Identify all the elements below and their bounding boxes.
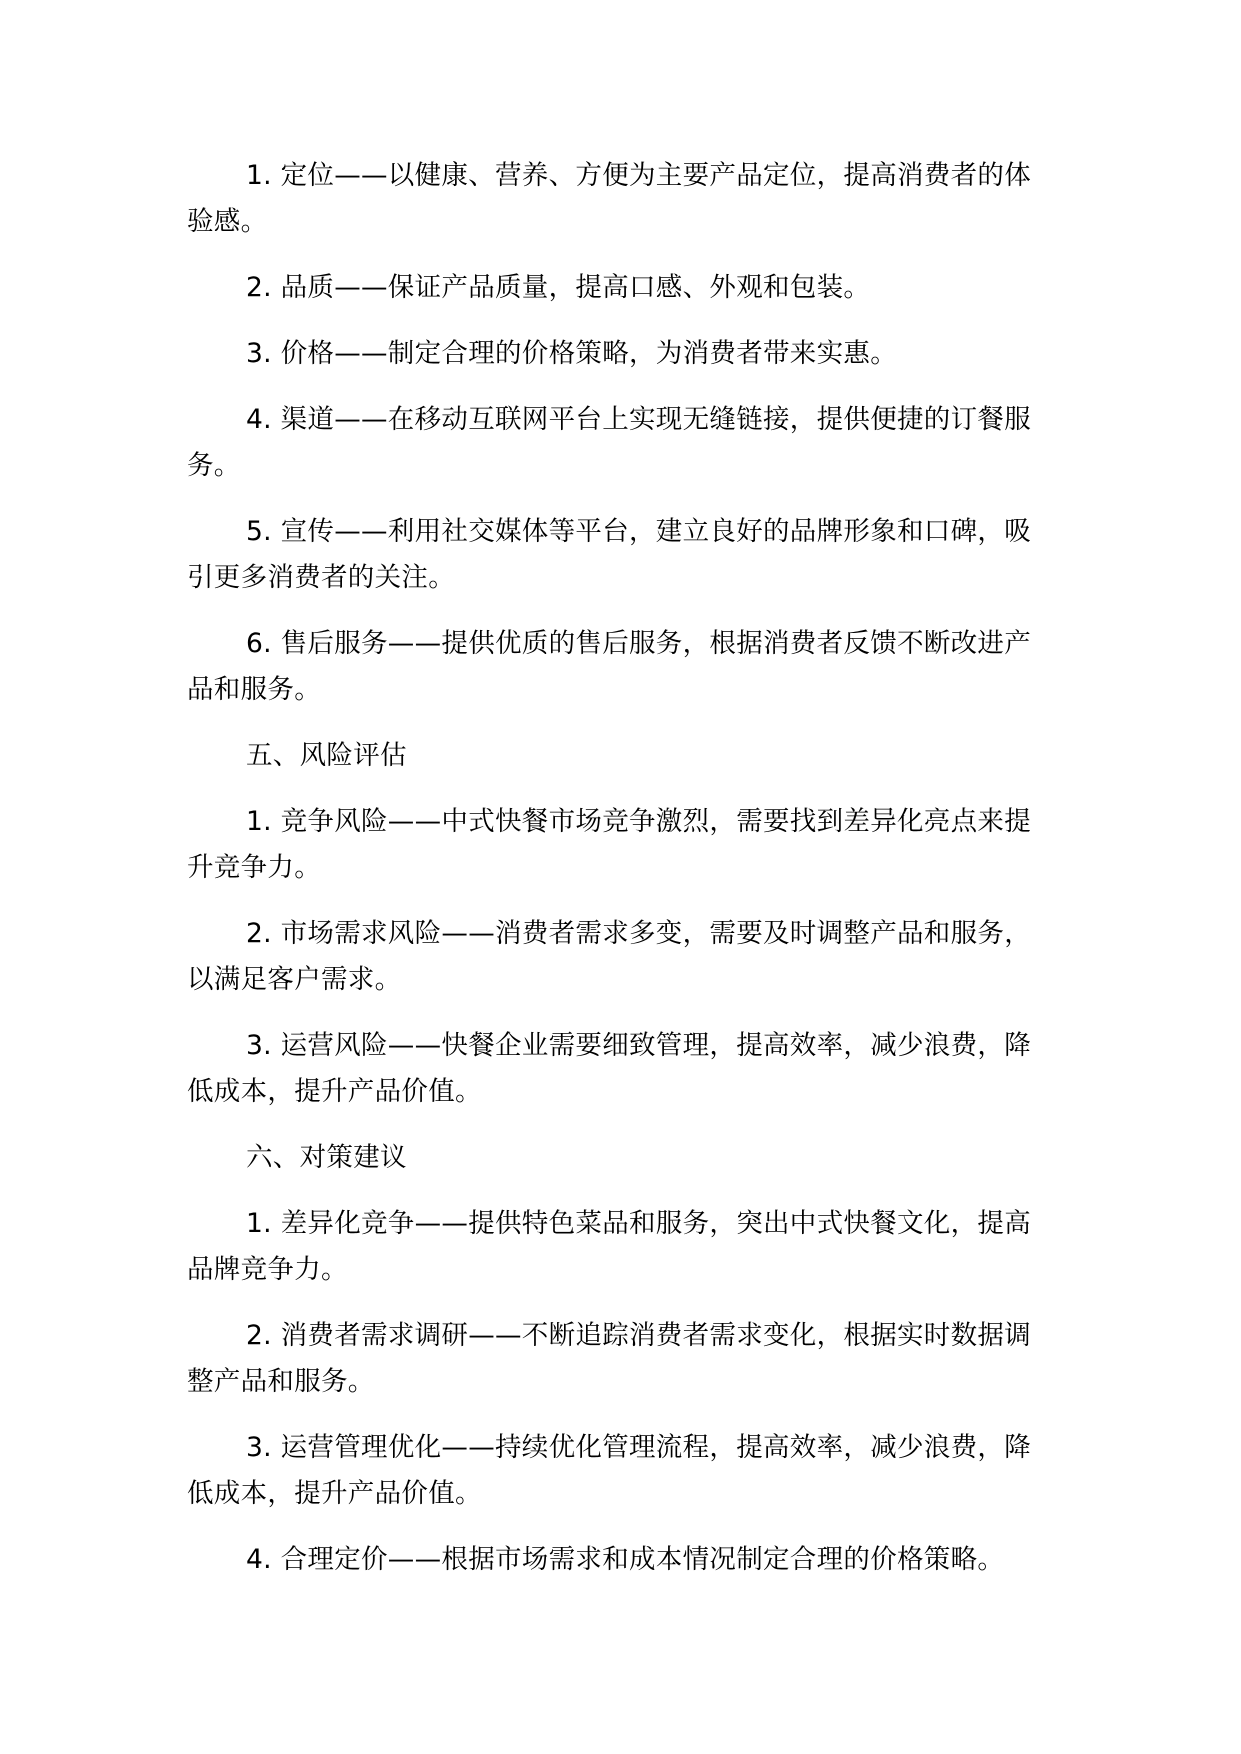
list-item: 2. 品质——保证产品质量，提高口感、外观和包装。	[246, 272, 871, 303]
list-item: 1. 定位——以健康、营养、方便为主要产品定位，提高消费者的体验感。	[187, 160, 1032, 237]
list-item: 2. 市场需求风险——消费者需求多变，需要及时调整产品和服务，以满足客户需求。	[187, 918, 1032, 995]
document-body	[187, 153, 1055, 1603]
list-item: 2. 消费者需求调研——不断追踪消费者需求变化，根据实时数据调整产品和服务。	[187, 1320, 1032, 1397]
list-item: 3. 价格——制定合理的价格策略，为消费者带来实惠。	[246, 338, 898, 369]
list-item: 4. 合理定价——根据市场需求和成本情况制定合理的价格策略。	[246, 1544, 1005, 1575]
list-item: 1. 差异化竞争——提供特色菜品和服务，突出中式快餐文化，提高品牌竞争力。	[187, 1208, 1032, 1285]
list-item: 5. 宣传——利用社交媒体等平台，建立良好的品牌形象和口碑，吸引更多消费者的关注。	[187, 516, 1032, 593]
list-item: 4. 渠道——在移动互联网平台上实现无缝链接，提供便捷的订餐服务。	[187, 404, 1032, 481]
list-item: 3. 运营风险——快餐企业需要细致管理，提高效率，减少浪费，降低成本，提升产品价值。	[187, 1030, 1032, 1107]
section-heading-advice: 六、对策建议	[246, 1142, 407, 1173]
list-item: 3. 运营管理优化——持续优化管理流程，提高效率，减少浪费，降低成本，提升产品价值。	[187, 1432, 1032, 1509]
section-heading-risk: 五、风险评估	[246, 740, 407, 771]
list-item: 6. 售后服务——提供优质的售后服务，根据消费者反馈不断改进产品和服务。	[187, 628, 1032, 705]
list-item: 1. 竞争风险——中式快餐市场竞争激烈，需要找到差异化亮点来提升竞争力。	[187, 806, 1032, 883]
